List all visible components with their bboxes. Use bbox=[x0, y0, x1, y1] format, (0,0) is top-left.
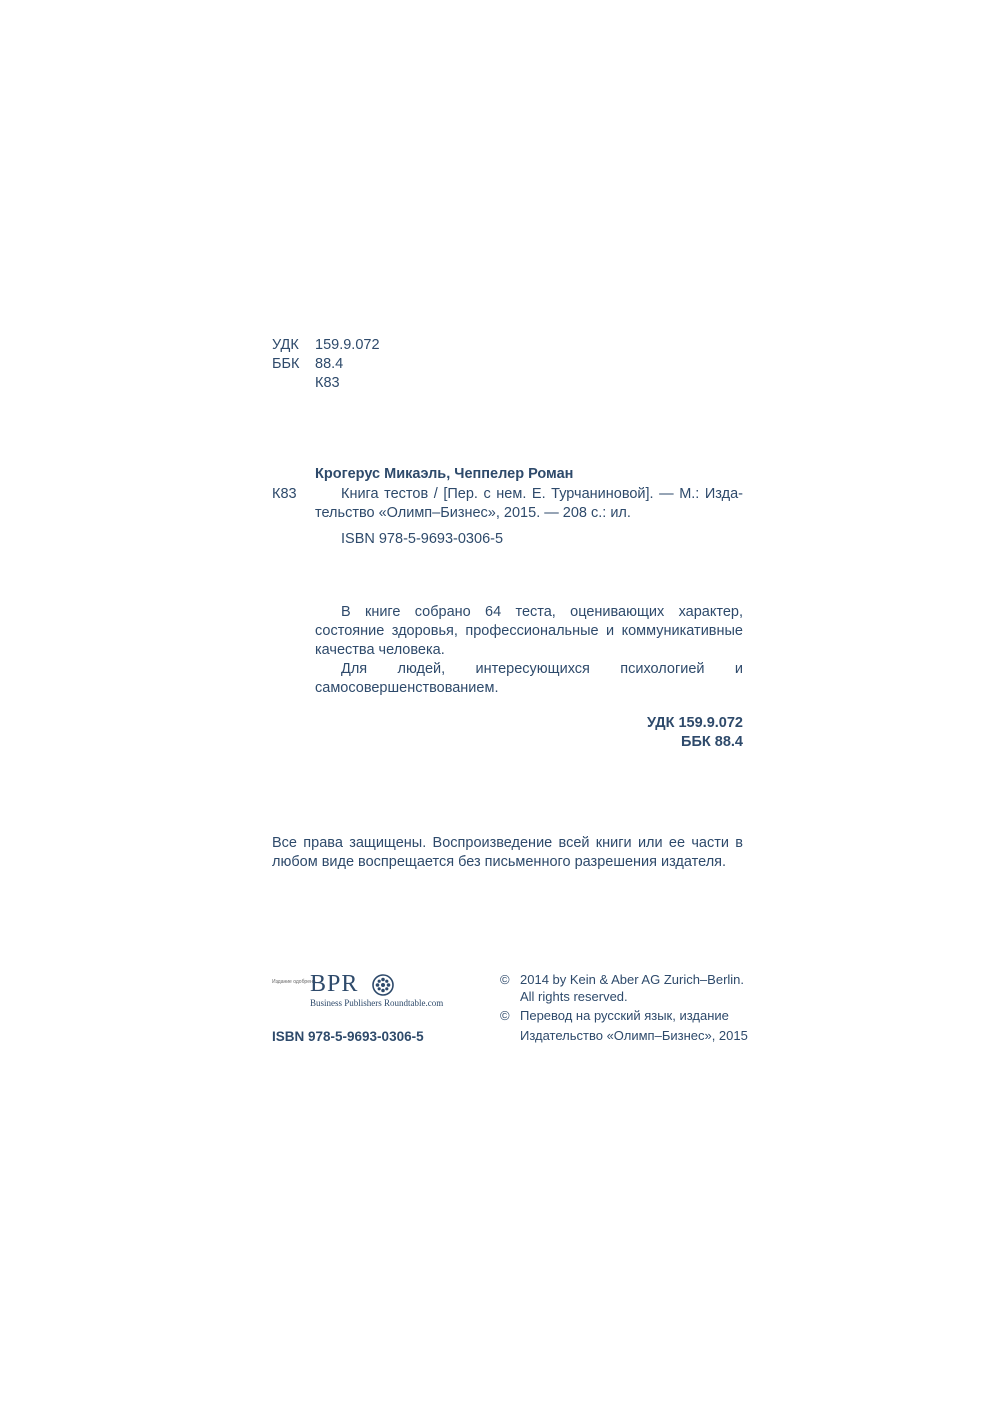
bpr-tiny-text: Издание одобрено bbox=[272, 979, 316, 985]
author-mark: К83 bbox=[315, 375, 340, 391]
bpr-letters: BPR bbox=[310, 971, 359, 997]
udk-label: УДК bbox=[272, 337, 299, 353]
bpr-logo bbox=[272, 973, 462, 1011]
copyright-1-line-1: 2014 by Kein & Aber AG Zurich–Berlin. bbox=[520, 972, 745, 987]
record-description-line1: Книга тестов / [Пер. с нем. Е. Турчаниновой]. — М.: Изда- bbox=[341, 486, 743, 502]
footer-bbk: ББК 88.4 bbox=[681, 734, 743, 750]
record-description-line2: тельство «Олимп–Бизнес», 2015. — 208 с.: ил. bbox=[315, 505, 631, 521]
bottom-isbn: ISBN 978-5-9693-0306-5 bbox=[272, 1029, 424, 1044]
copyright-symbol-1: © bbox=[500, 972, 510, 987]
rights-notice: Все права защищены. Воспроизведение всей книги или ее части в любом виде воспрещается без письменного разрешения издателя. bbox=[272, 835, 743, 870]
bbk-value: 88.4 bbox=[315, 356, 344, 372]
record-author-mark: К83 bbox=[272, 486, 297, 502]
footer-udk: УДК 159.9.072 bbox=[647, 715, 743, 731]
authors-heading: Крогерус Микаэль, Чеппелер Роман bbox=[315, 466, 574, 482]
copyright-2-line-2: Издательство «Олимп–Бизнес», 2015 bbox=[520, 1028, 748, 1043]
annotation-paragraph-1: В книге собрано 64 теста, оценивающих характер, состояние здоровья, профессиональные и коммуникативные качества человека. bbox=[315, 604, 743, 658]
record-isbn: ISBN 978-5-9693-0306-5 bbox=[341, 531, 504, 547]
copyright-2-line-1: Перевод на русский язык, издание bbox=[520, 1008, 729, 1023]
annotation-paragraph-2: Для людей, интересующихся психологией и самосовершенствованием. bbox=[315, 661, 743, 696]
copyright-1-line-2: All rights reserved. bbox=[520, 989, 628, 1004]
copyright-symbol-2: © bbox=[500, 1008, 510, 1023]
bpr-url: Business Publishers Roundtable.com bbox=[310, 998, 444, 1008]
udk-value: 159.9.072 bbox=[315, 337, 380, 353]
bbk-label: ББК bbox=[272, 356, 300, 372]
bpr-rosette-icon bbox=[372, 974, 394, 996]
